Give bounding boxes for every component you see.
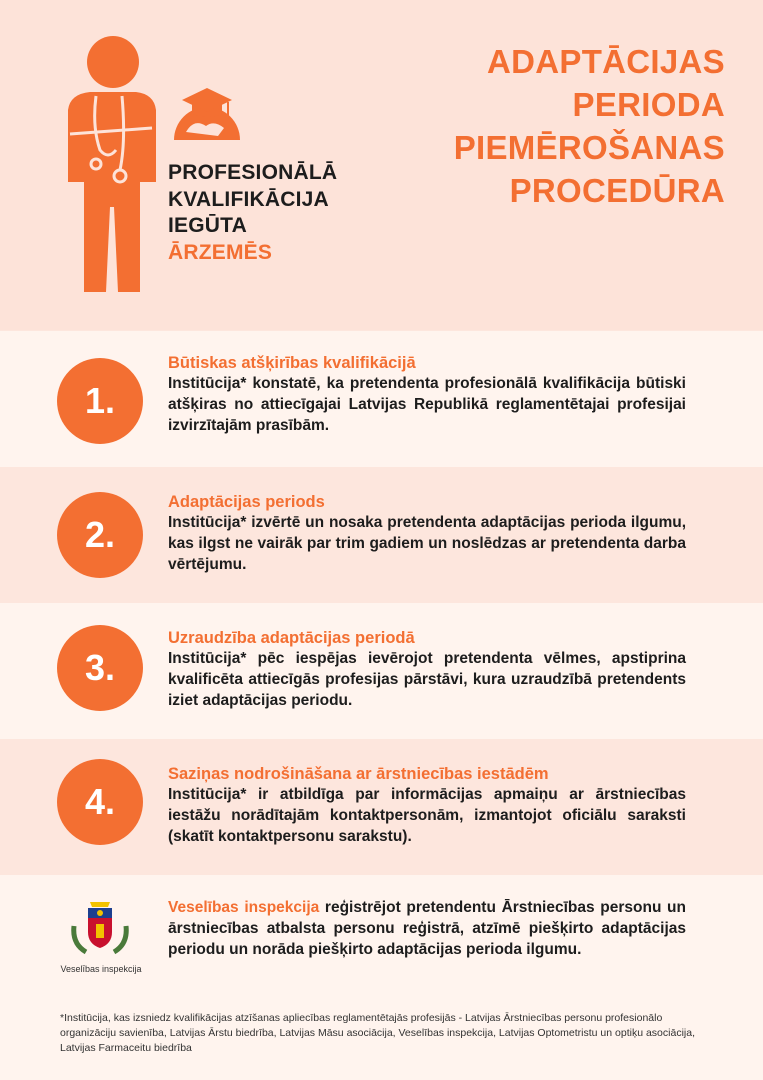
step-text: Institūcija* konstatē, ka pretendenta profesionālā kvalifikācija būtiski atšķiras no attiecīgajai Latvijas Republikā reglamentētajai profesijai izvirzītajām prasībām. xyxy=(168,375,686,434)
inspekcija-description: reģistrējot pretendentu Ārstniecības personu un ārstniecības atbalsta personu reģistrā, atzīmē piešķirto adaptācijas periodu un norāda piešķirto adaptācijas perioda ilgumu. xyxy=(168,899,686,958)
step-number-badge: 4. xyxy=(57,759,143,845)
step-title: Adaptācijas periods xyxy=(168,493,325,511)
step-number-badge: 3. xyxy=(57,625,143,711)
subtitle-line: KVALIFIKĀCIJA xyxy=(168,187,329,211)
title-line: PERIODA xyxy=(572,86,725,123)
step-text: Institūcija* ir atbildīga par informācijas apmaiņu ar ārstniecības iestāžu norādītajām kontaktpersonām, izmantojot oficiālu saraksti (skatīt kontaktpersonu sarakstu). xyxy=(168,786,686,845)
footnote: *Institūcija, kas izsniedz kvalifikācijas atzīšanas apliecības reglamentētajās profesijās - Latvijas Ārstniecības personu profesionālo organizāciju savienība, Latvijas Ārstu biedrība, Latvijas Māsu asociācija, Veselības inspekcija, Latvijas Optometristu un optiķu asociācija, Latvijas Farmaceitu biedrība xyxy=(60,1012,695,1054)
subtitle-line: PROFESIONĀLĀ xyxy=(168,161,338,184)
title-line: PROCEDŪRA xyxy=(509,172,725,209)
doctor-icon xyxy=(56,32,166,296)
subtitle-accent: ĀRZEMĒS xyxy=(168,240,273,264)
inspekcija-text xyxy=(168,897,686,960)
title-line: PIEMĒROŠANAS xyxy=(453,129,725,166)
page-title xyxy=(365,40,725,212)
coat-of-arms-icon xyxy=(68,896,132,958)
step-row xyxy=(0,603,763,739)
step-row xyxy=(0,739,763,875)
graduation-globe-icon xyxy=(166,82,248,140)
step-number-badge: 1. xyxy=(57,358,143,444)
coat-of-arms-label: Veselības inspekcija xyxy=(60,964,142,974)
step-text: Institūcija* izvērtē un nosaka pretendenta adaptācijas perioda ilgumu, kas ilgst ne vairāk par trim gadiem un noslēdzas ar pretendenta darba vērtējumu. xyxy=(168,514,686,573)
step-row xyxy=(0,331,763,467)
step-title: Būtiskas atšķirības kvalifikācijā xyxy=(168,354,416,372)
title-line: ADAPTĀCIJAS xyxy=(487,43,725,80)
step-number-badge: 2. xyxy=(57,492,143,578)
subtitle-line: IEGŪTA xyxy=(168,214,247,237)
subtitle xyxy=(168,160,337,266)
step-text: Institūcija* pēc iespējas ievērojot pretendenta vēlmes, apstiprina kvalificēta attiecīgās profesijas pārstāvi, kura uzraudzībā pretendents iziet adaptācijas periodu. xyxy=(168,650,686,709)
inspekcija-name: Veselības inspekcija xyxy=(168,899,320,916)
step-title: Saziņas nodrošināšana ar ārstniecības iestādēm xyxy=(168,765,549,783)
step-row xyxy=(0,467,763,603)
header xyxy=(0,0,763,330)
step-title: Uzraudzība adaptācijas periodā xyxy=(168,629,415,647)
